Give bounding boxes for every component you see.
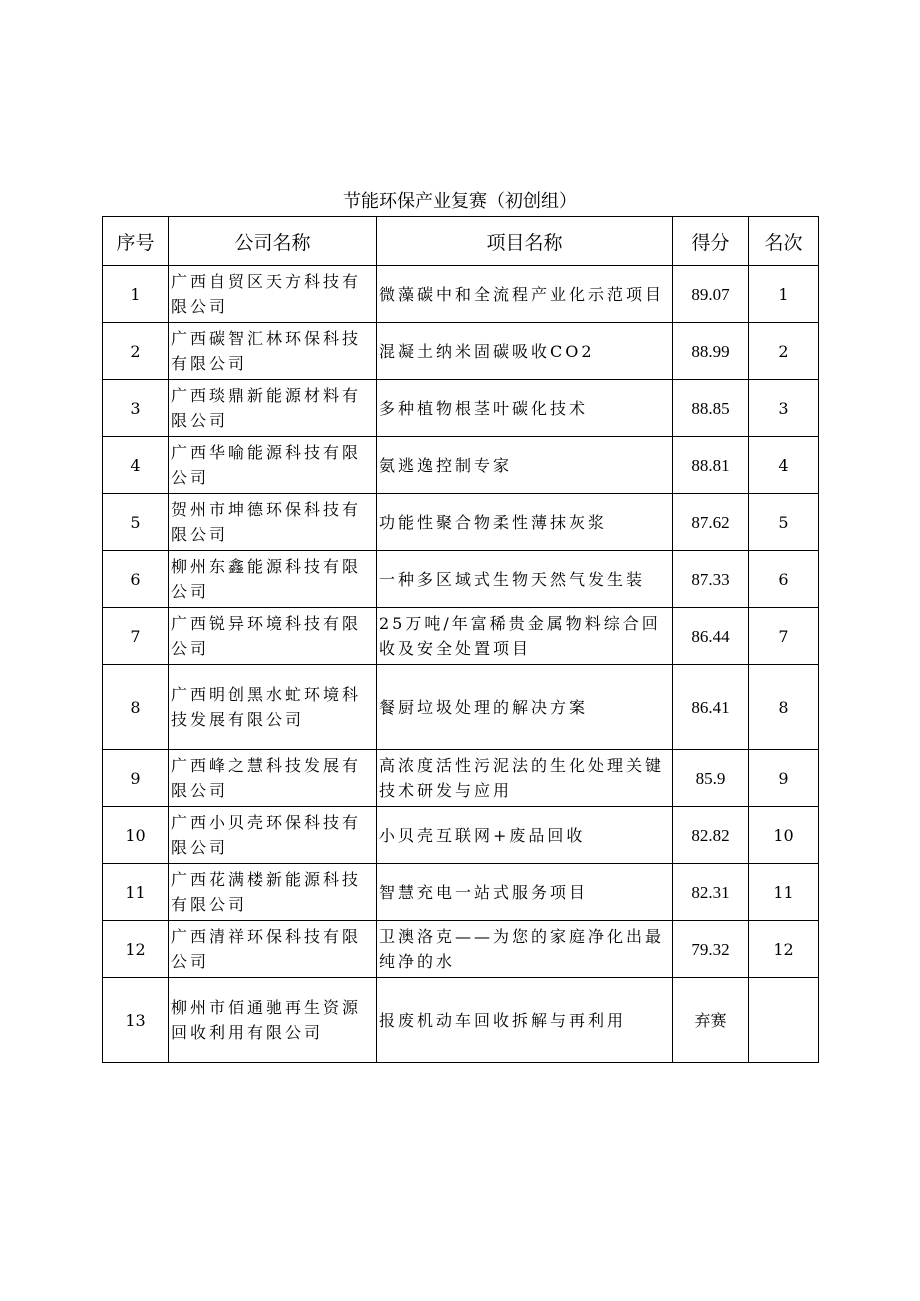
cell-no: 3: [103, 380, 169, 437]
cell-company: 广西锐异环境科技有限公司: [169, 608, 377, 665]
table-row: [103, 323, 819, 380]
cell-no: 11: [103, 864, 169, 921]
header-row: [103, 217, 819, 266]
cell-company: 柳州东鑫能源科技有限公司: [169, 551, 377, 608]
table-row: [103, 921, 819, 978]
cell-project: 混凝土纳米固碳吸收CO2: [377, 323, 673, 380]
cell-project: 智慧充电一站式服务项目: [377, 864, 673, 921]
cell-no: 6: [103, 551, 169, 608]
table-row: [103, 437, 819, 494]
cell-rank: 3: [749, 380, 819, 437]
cell-no: 8: [103, 665, 169, 750]
cell-no: 9: [103, 750, 169, 807]
cell-rank: 11: [749, 864, 819, 921]
cell-score: 85.9: [673, 750, 749, 807]
cell-project: 小贝壳互联网+废品回收: [377, 807, 673, 864]
cell-project: 多种植物根茎叶碳化技术: [377, 380, 673, 437]
cell-project: 25万吨/年富稀贵金属物料综合回收及安全处置项目: [377, 608, 673, 665]
cell-project: 高浓度活性污泥法的生化处理关键技术研发与应用: [377, 750, 673, 807]
cell-rank: 6: [749, 551, 819, 608]
cell-rank: 4: [749, 437, 819, 494]
cell-score: 87.62: [673, 494, 749, 551]
cell-company: 广西琰鼎新能源材料有限公司: [169, 380, 377, 437]
cell-project: 报废机动车回收拆解与再利用: [377, 978, 673, 1063]
cell-score: 弃赛: [673, 978, 749, 1063]
table-row: [103, 978, 819, 1063]
table-title: 节能环保产业复赛（初创组）: [343, 191, 577, 212]
cell-no: 2: [103, 323, 169, 380]
table-row: [103, 608, 819, 665]
header-project: 项目名称: [377, 217, 673, 266]
cell-rank: 7: [749, 608, 819, 665]
cell-rank: [749, 978, 819, 1063]
cell-rank: 2: [749, 323, 819, 380]
table-row: [103, 380, 819, 437]
cell-no: 1: [103, 266, 169, 323]
cell-company: 广西明创黑水虻环境科技发展有限公司: [169, 665, 377, 750]
cell-project: 微藻碳中和全流程产业化示范项目: [377, 266, 673, 323]
cell-company: 广西小贝壳环保科技有限公司: [169, 807, 377, 864]
table-row: [103, 266, 819, 323]
cell-no: 7: [103, 608, 169, 665]
cell-project: 卫澳洛克——为您的家庭净化出最纯净的水: [377, 921, 673, 978]
results-table: [102, 216, 819, 1063]
cell-rank: 8: [749, 665, 819, 750]
cell-company: 贺州市坤德环保科技有限公司: [169, 494, 377, 551]
cell-score: 88.81: [673, 437, 749, 494]
cell-score: 79.32: [673, 921, 749, 978]
cell-company: 广西花满楼新能源科技有限公司: [169, 864, 377, 921]
cell-rank: 9: [749, 750, 819, 807]
cell-project: 一种多区域式生物天然气发生装: [377, 551, 673, 608]
cell-no: 10: [103, 807, 169, 864]
cell-company: 广西清祥环保科技有限公司: [169, 921, 377, 978]
cell-no: 13: [103, 978, 169, 1063]
cell-company: 广西碳智汇林环保科技有限公司: [169, 323, 377, 380]
table-row: [103, 551, 819, 608]
header-rank: 名次: [749, 217, 819, 266]
cell-project: 氨逃逸控制专家: [377, 437, 673, 494]
cell-score: 88.85: [673, 380, 749, 437]
cell-score: 88.99: [673, 323, 749, 380]
cell-score: 87.33: [673, 551, 749, 608]
header-no: 序号: [103, 217, 169, 266]
cell-company: 广西华喻能源科技有限公司: [169, 437, 377, 494]
cell-company: 广西自贸区天方科技有限公司: [169, 266, 377, 323]
cell-company: 柳州市佰通驰再生资源回收利用有限公司: [169, 978, 377, 1063]
table-row: [103, 864, 819, 921]
table-row: [103, 494, 819, 551]
cell-rank: 10: [749, 807, 819, 864]
cell-score: 89.07: [673, 266, 749, 323]
cell-rank: 5: [749, 494, 819, 551]
table-row: [103, 750, 819, 807]
cell-rank: 12: [749, 921, 819, 978]
cell-project: 餐厨垃圾处理的解决方案: [377, 665, 673, 750]
cell-score: 82.31: [673, 864, 749, 921]
cell-project: 功能性聚合物柔性薄抹灰浆: [377, 494, 673, 551]
header-score: 得分: [673, 217, 749, 266]
cell-no: 5: [103, 494, 169, 551]
cell-no: 4: [103, 437, 169, 494]
table-row: [103, 807, 819, 864]
cell-no: 12: [103, 921, 169, 978]
table-row: [103, 665, 819, 750]
cell-score: 86.44: [673, 608, 749, 665]
header-company: 公司名称: [169, 217, 377, 266]
cell-score: 82.82: [673, 807, 749, 864]
cell-score: 86.41: [673, 665, 749, 750]
cell-rank: 1: [749, 266, 819, 323]
cell-company: 广西峰之慧科技发展有限公司: [169, 750, 377, 807]
